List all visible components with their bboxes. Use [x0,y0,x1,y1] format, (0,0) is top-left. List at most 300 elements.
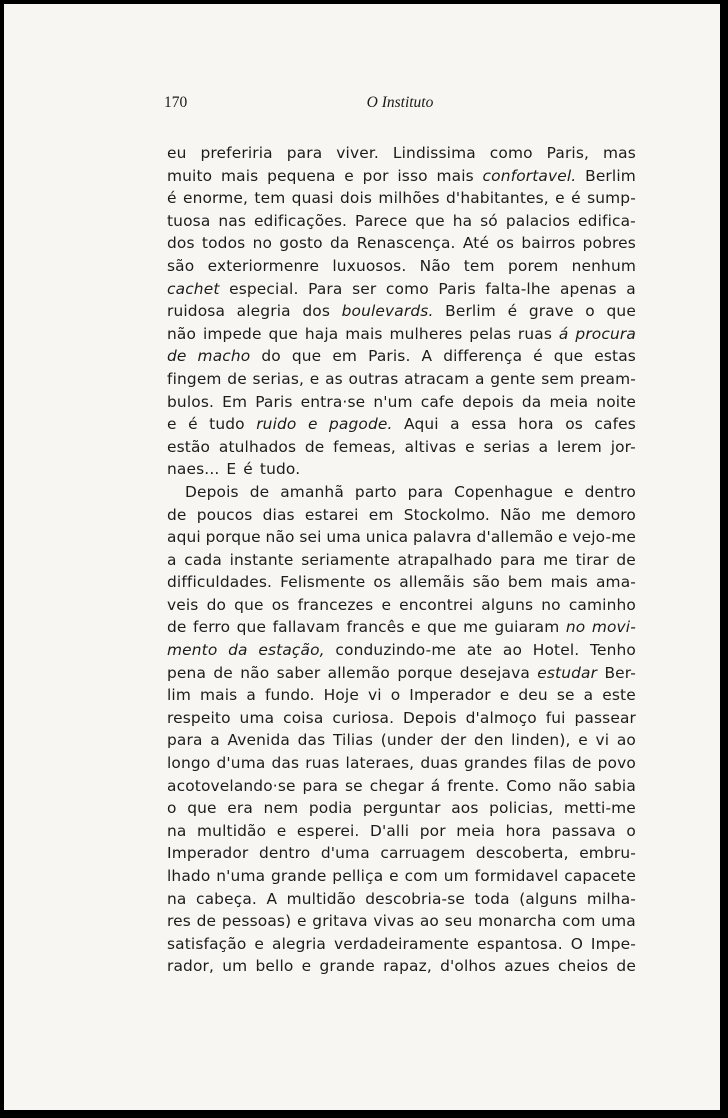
word: seriamente [301,550,390,569]
text-line [167,910,636,933]
word: jor- [610,437,636,456]
text-line [167,323,636,346]
word: isso [397,166,428,185]
word: de [167,618,187,637]
word: coisa [283,708,324,727]
text-line [167,752,636,775]
word: pagode. [329,415,393,434]
word: Parece [355,211,408,230]
word: edifica- [578,211,636,230]
word: das [271,754,300,773]
word: hora [518,415,554,434]
word: e [557,528,568,547]
word: mulheres [389,324,463,343]
word: fallavam [272,618,341,637]
word: poucos [196,505,253,524]
word: den [474,731,504,750]
word: francezes [297,595,374,614]
word: pena [167,663,207,682]
word: um [443,867,469,885]
word: muito [167,166,213,185]
word: desejava [459,663,530,682]
word: Paris. [368,347,411,366]
word: e [564,482,574,501]
word: estação, [258,641,325,660]
word: lateraes, [345,754,415,773]
word: allemão [327,663,390,682]
word: Não [419,256,451,275]
word: palavra [412,528,472,547]
word: as [325,369,343,388]
word: que [553,347,584,366]
word: que [427,618,457,637]
text-line [167,391,636,414]
word: embru- [579,844,636,863]
word: verdadeiramente [333,934,470,953]
word: n'uma [216,867,266,885]
word: a [210,731,220,750]
word: entra·se [300,392,366,411]
word: multidão [286,889,356,908]
word: de [571,754,592,773]
word: que [291,347,322,366]
word: enorme, [182,189,249,208]
word: cabeça. [195,889,257,908]
word: femeas, [333,437,396,456]
word: lhado [167,867,211,885]
word: e [465,437,475,456]
text-line [167,707,636,730]
word: A [266,889,278,908]
text-line [167,142,636,165]
word: das [297,731,326,750]
text-line [167,436,636,459]
word: é [507,302,518,321]
word: por [419,821,446,840]
text-line [167,955,636,978]
word: e [578,731,588,750]
word: Impe- [590,934,636,953]
word: vejo-me [572,528,636,547]
word: ruidosa [167,302,226,321]
word: apenas [559,279,617,298]
word: Tilias [332,731,374,750]
word: altivas [404,437,457,456]
word: gente [490,369,536,388]
word: dos [167,234,195,253]
word: que [236,618,267,637]
word: grande [319,957,375,976]
word: de [167,505,187,524]
word: mento [167,641,218,660]
text-line [167,187,636,210]
word: é [571,189,581,208]
text-line [167,458,636,481]
word: atracam [404,369,470,388]
word: porque [397,663,453,682]
word: tudo [209,415,245,434]
word: na [167,821,187,840]
word: gritava [312,912,368,931]
word: bem [507,573,543,592]
word: bello [255,957,294,976]
word: confortavel. [482,166,577,185]
word: Imperador [167,844,249,863]
book-page [4,4,720,1110]
word: saber [276,663,321,682]
word: mais [220,166,259,185]
word: acotovelando·se [167,776,296,795]
word: do [261,347,281,366]
word: meia [456,821,496,840]
word: e [381,595,392,614]
word: edificações. [253,211,348,230]
word: nas [218,211,246,230]
word: linden), [511,731,571,750]
word: vi [595,731,610,750]
word: D'alli [369,821,410,840]
word: estudar [537,663,598,682]
word: A [421,347,433,366]
word: me [541,505,566,524]
word: esperei. [296,821,360,840]
word: filas [533,754,566,773]
word: bairros [521,234,576,253]
word: formidavel [474,867,559,885]
text-line [167,504,636,527]
word: e [309,369,320,388]
word: exteriormenre [207,256,320,275]
word: a [474,369,485,388]
word: ao [616,731,636,750]
word: frente. [447,776,500,795]
text-line [167,775,636,798]
word: Avenida [227,731,290,750]
word: capacete [564,867,636,885]
word: no [252,234,273,253]
word: d'uma [320,844,370,863]
word: descobria-se [365,889,466,908]
word: a [246,686,256,705]
word: atulhados [218,437,297,456]
word: gosto [279,234,323,253]
word: e [499,686,510,705]
word: impede [202,324,262,343]
word: der [440,731,467,750]
word: lim [167,686,191,705]
word: mais [436,166,474,185]
word: dos [302,302,330,321]
word: deu [518,686,548,705]
word: Não [500,505,531,524]
word: cachet [167,279,220,298]
word: da [521,392,542,411]
word: e [301,957,312,976]
word: a [538,437,549,456]
word: Paris, [546,144,590,162]
word: passear [574,708,636,727]
word: tudo. [259,460,301,479]
word: Paris [255,392,293,411]
text-line [167,210,636,233]
word: á [558,324,569,343]
word: que [187,799,217,818]
word: para [286,144,323,162]
word: são [167,256,195,275]
text-line [167,639,636,662]
word: procura [575,324,636,343]
word: quasi [291,189,334,208]
word: Em [222,392,248,411]
word: podia [308,799,353,818]
word: com [562,912,596,931]
word: monarcha [478,912,557,931]
word: mais [345,324,383,343]
word: cada [184,550,222,569]
word: luxuosos. [332,256,407,275]
word: unica [365,528,409,547]
word: se [345,776,363,795]
word: á [430,776,441,795]
word: e [555,189,565,208]
word: com [404,867,438,885]
word: Depois [185,482,239,501]
word: na [167,889,187,908]
word: vi [367,686,382,705]
word: veis [167,595,199,614]
word: pream- [579,369,636,388]
word: da [228,641,248,660]
word: ama- [595,573,636,592]
word: espantosa. [477,934,563,953]
text-line [167,368,636,391]
word: (alguns [519,889,578,908]
word: me [543,550,568,569]
text-line [167,684,636,707]
word: os [271,595,290,614]
word: outras [348,369,399,388]
word: tuosa [167,211,211,230]
word: como [385,279,429,298]
word: res [167,912,191,931]
word: Aqui [404,415,439,434]
text-line [167,865,636,888]
word: d'allemão [476,528,554,547]
word: porem [507,256,559,275]
word: cafes [594,415,636,434]
word: viver. [336,144,379,162]
word: grave [528,302,574,321]
word: demoro [576,505,636,524]
word: toda [474,889,510,908]
word: pelas [469,324,511,343]
word: satisfação [167,934,247,953]
word: para [167,731,203,750]
word: duas [420,754,458,773]
text-line [167,797,636,820]
word: vivas [373,912,415,931]
word: uma [601,912,636,931]
word: dias [262,505,295,524]
running-title: O Instituto [366,94,434,111]
word: cafe [420,392,455,411]
word: se [556,686,575,705]
word: essa [471,415,507,434]
word: mas [603,144,636,162]
word: a [450,415,460,434]
word: os [373,573,392,592]
word: sem [541,369,575,388]
word: de [616,550,636,569]
word: que [415,211,445,230]
word: Até [462,234,490,253]
word: é [533,347,543,366]
word: são [472,573,500,592]
text-line [167,345,636,368]
word: Hoje [323,686,359,705]
word: que [234,595,264,614]
word: d'uma [216,754,266,773]
word: palacios [505,211,571,230]
word: E [226,460,237,479]
text-line [167,481,636,504]
word: preferiria [200,144,273,162]
word: para [302,776,339,795]
word: naes... [167,460,220,479]
word: todos [201,234,246,253]
word: é [243,460,253,479]
word: pessoas) [221,912,292,931]
word: ao [502,641,523,660]
word: Depois [403,708,457,727]
word: haja [304,324,339,343]
text-line [167,232,636,255]
word: ha [452,211,473,230]
word: d'habitantes, [446,189,549,208]
word: ao [419,912,439,931]
word: do [206,595,227,614]
word: milhões [378,189,440,208]
word: mais [550,573,588,592]
word: os [565,415,583,434]
word: da [330,234,350,253]
word: sump- [587,189,636,208]
word: grande [271,867,327,885]
word: e [296,912,307,931]
word: e [276,821,287,840]
word: pobres [582,234,636,253]
word: multidão [197,821,267,840]
word: depois [462,392,514,411]
word: rapaz, [383,957,432,976]
word: Berlim [445,302,496,321]
word: Berlim [585,166,636,185]
word: uma [239,708,275,727]
word: nem [263,799,299,818]
text-line [167,255,636,278]
word: Renascença. [356,234,456,253]
word: atrapalhado [397,550,493,569]
word: e [411,618,421,637]
word: e [167,415,177,434]
word: n'um [373,392,413,411]
word: os [496,234,515,253]
word: curiosa. [332,708,395,727]
word: (under [380,731,433,750]
word: Imperador [409,686,491,705]
word: ate [466,641,493,660]
word: differença [443,347,523,366]
body-text [167,142,636,978]
word: Hotel. [532,641,580,660]
word: instante [229,550,294,569]
word: povo [597,754,636,773]
word: amanhã [280,482,344,501]
word: de [167,347,187,366]
word: o [390,686,401,705]
word: parto [354,482,397,501]
word: boulevards. [341,302,434,321]
text-line [167,662,636,685]
word: dois [340,189,373,208]
word: e [254,934,265,953]
word: Como [506,776,552,795]
word: especial. [229,279,299,298]
word: e [307,415,318,434]
word: aqui [167,528,201,547]
word: francês [346,618,405,637]
word: estarei [304,505,359,524]
word: estão [167,437,211,456]
text-line [167,729,636,752]
word: pequena [267,166,336,185]
word: uma [326,528,361,547]
word: em [332,347,358,366]
word: caminho [568,595,636,614]
word: este [602,686,636,705]
word: fingem [167,369,222,388]
word: grandes [463,754,528,773]
word: Paris [438,279,476,298]
word: no [565,618,586,637]
text-line [167,549,636,572]
word: fundo. [264,686,315,705]
word: não [265,528,295,547]
word: dentro [258,844,311,863]
word: porque [205,528,261,547]
word: guiaram [494,618,560,637]
word: a [167,550,177,569]
text-line [167,594,636,617]
word: passava [551,821,616,840]
word: eu [167,144,187,162]
word: de [196,912,217,931]
word: rador, [167,957,215,976]
word: que [606,302,636,321]
word: sei [299,528,322,547]
word: meia [549,392,589,411]
word: Stockolmo. [403,505,490,524]
text-line [167,820,636,843]
text-line [167,842,636,865]
word: como [489,144,533,162]
word: nenhum [571,256,636,275]
word: macho [197,347,251,366]
word: e [344,166,354,185]
word: Felismente [280,573,366,592]
word: sabia [594,776,636,795]
word: não [240,663,270,682]
